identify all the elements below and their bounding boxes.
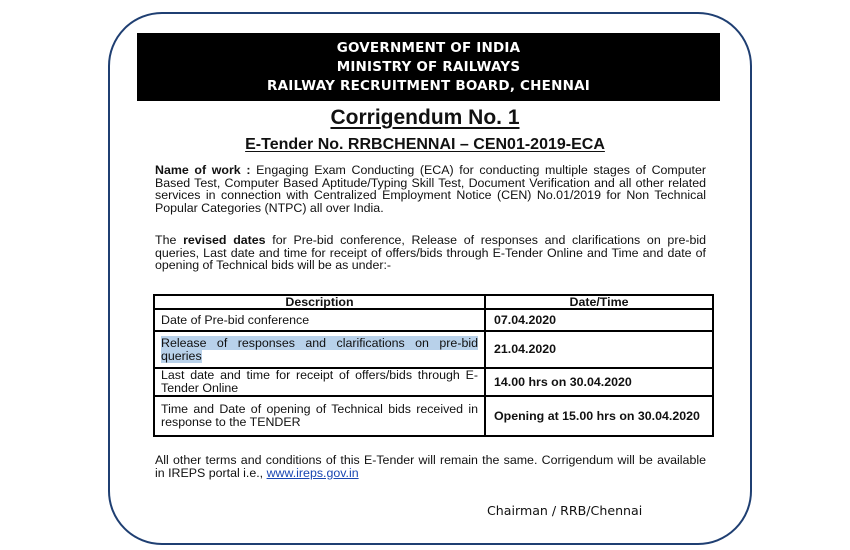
tender-number-text: E-Tender No. RRBCHENNAI – CEN01-2019-ECA	[245, 136, 605, 153]
table-row	[154, 368, 713, 396]
closing-note-text: All other terms and conditions of this E-Tender will remain the same. Corrigendum will be available in IREPS portal i.e.,	[155, 453, 706, 480]
row-description: Time and Date of opening of Technical bids received in response to the TENDER	[154, 396, 485, 436]
letterhead-line-government: GOVERNMENT OF INDIA	[336, 40, 521, 56]
column-header-datetime: Date/Time	[485, 295, 713, 309]
name-of-work-paragraph	[155, 164, 706, 214]
letterhead-band	[137, 33, 720, 101]
row-datetime: Opening at 15.00 hrs on 30.04.2020	[485, 396, 713, 436]
row-datetime: 21.04.2020	[485, 331, 713, 368]
revised-intro-before: The	[155, 233, 184, 247]
selected-text-highlight[interactable]: Release of responses and clarifications on pre-bid queries	[161, 335, 478, 363]
table-row	[154, 331, 713, 368]
revised-dates-paragraph	[155, 234, 706, 272]
revised-dates-emphasis: revised dates	[183, 233, 266, 247]
schedule-header-row	[154, 295, 713, 309]
closing-paragraph	[155, 454, 706, 479]
revised-intro-after: for Pre-bid conference, Release of responses and clarifications on pre-bid queries, Last date and time for receipt of offers/bids through E-Tender Online and Time and date of opening of Technical bids will be as under:-	[155, 233, 706, 273]
corrigendum-title	[0, 106, 850, 130]
row-datetime: 14.00 hrs on 30.04.2020	[485, 368, 713, 396]
corrigendum-title-text: Corrigendum No. 1	[330, 106, 520, 129]
tender-number	[0, 135, 850, 155]
row-description: Last date and time for receipt of offers/bids through E-Tender Online	[154, 368, 485, 396]
ireps-portal-link[interactable]: www.ireps.gov.in	[266, 465, 359, 480]
name-of-work-text: Engaging Exam Conducting (ECA) for conducting multiple stages of Computer Based Test, Computer Based Aptitude/Typing Skill Test, Document Verification and all other related services in connection with Centralized Employment Notice (CEN) No.01/2019 for Non Technical Popular Categories (NTPC) all over India.	[155, 163, 706, 215]
table-row	[154, 396, 713, 436]
signature-line: Chairman / RRB/Chennai	[487, 503, 643, 518]
name-of-work-label: Name of work :	[155, 163, 251, 177]
row-datetime: 07.04.2020	[485, 309, 713, 331]
table-row	[154, 309, 713, 331]
schedule-table	[153, 294, 714, 437]
letterhead-line-board: RAILWAY RECRUITMENT BOARD, CHENNAI	[267, 78, 590, 94]
row-description-highlighted	[154, 331, 485, 368]
row-description: Date of Pre-bid conference	[154, 309, 485, 331]
letterhead-line-ministry: MINISTRY OF RAILWAYS	[336, 59, 521, 75]
column-header-description: Description	[154, 295, 485, 309]
